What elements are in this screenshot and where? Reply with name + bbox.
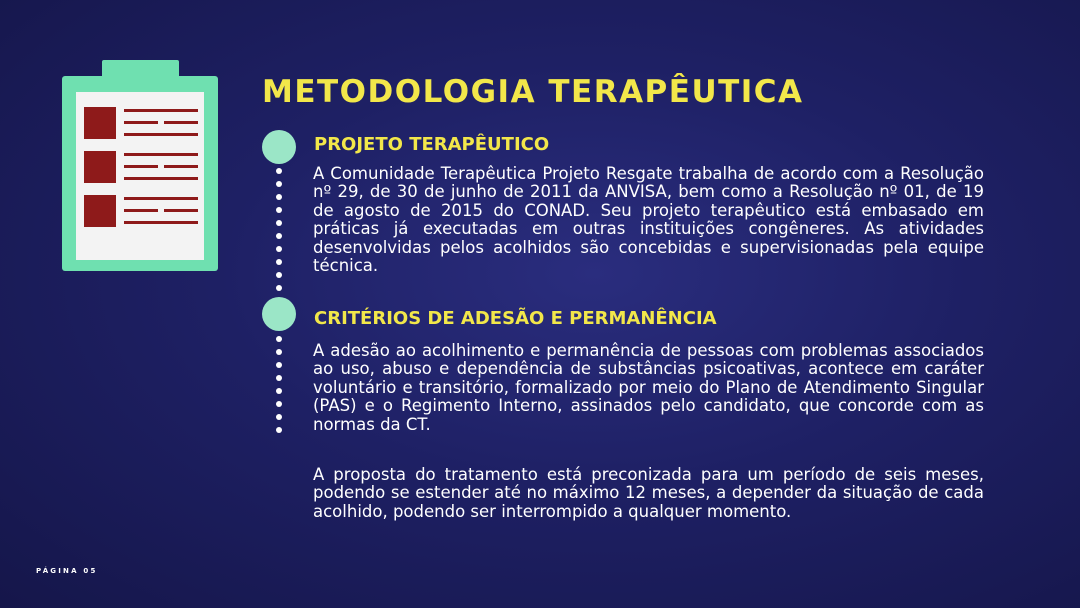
timeline-dot (276, 427, 282, 433)
timeline-dots (262, 130, 296, 445)
checklist-line (124, 177, 198, 180)
checklist-item (84, 151, 198, 185)
checkbox-icon (84, 107, 116, 139)
checklist-line (124, 121, 158, 124)
timeline-dot (276, 207, 282, 213)
checklist-item (84, 195, 198, 229)
timeline-dot (276, 285, 282, 291)
checklist-line (124, 109, 198, 112)
checklist-line (124, 197, 198, 200)
timeline-dot (276, 375, 282, 381)
checklist-item (84, 107, 198, 141)
timeline-dot (276, 414, 282, 420)
page-number: PÁGINA 05 (36, 567, 98, 575)
timeline-dot (276, 272, 282, 278)
page-title: METODOLOGIA TERAPÊUTICA (262, 74, 804, 110)
section-heading-criterios: CRITÉRIOS DE ADESÃO E PERMANÊNCIA (314, 308, 717, 329)
timeline-dot (276, 336, 282, 342)
checklist-line (124, 209, 158, 212)
timeline-dot (276, 220, 282, 226)
timeline-dot (276, 168, 282, 174)
section-text-proposta: A proposta do tratamento está preconizada para um período de seis meses, podendo se estender até no máximo 12 meses, a depender da situação de cada acolhido, podendo ser interrompido a qualquer momento. (313, 465, 984, 521)
checklist-line (124, 221, 198, 224)
timeline-dot (276, 246, 282, 252)
checkbox-icon (84, 151, 116, 183)
checklist-line (124, 133, 198, 136)
checklist-line (124, 165, 158, 168)
timeline-dot (276, 194, 282, 200)
checklist-line (164, 121, 198, 124)
clipboard-paper (76, 92, 204, 260)
timeline-marker (262, 130, 296, 164)
timeline-dot (276, 233, 282, 239)
clipboard-icon (62, 60, 218, 271)
timeline-dot (276, 388, 282, 394)
checklist-line (124, 153, 198, 156)
checklist-line (164, 209, 198, 212)
checklist-line (164, 165, 198, 168)
timeline-dot (276, 362, 282, 368)
section-text-projeto: A Comunidade Terapêutica Projeto Resgate trabalha de acordo com a Resolução nº 29, de 30 de junho de 2011 da ANVISA, bem como a Resolução nº 01, de 19 de agosto de 2015 do CONAD. Seu projeto terapêutico está embasado em práticas já executadas em outras instituições congêneres. As atividades desenvolvidas pelos acolhidos são concebidas e supervisionadas pela equipe técnica. (313, 164, 984, 276)
timeline-dot (276, 401, 282, 407)
section-heading-projeto: PROJETO TERAPÊUTICO (314, 134, 550, 155)
timeline-marker (262, 297, 296, 331)
clipboard-clip (102, 60, 179, 92)
timeline-dot (276, 259, 282, 265)
timeline-dot (276, 349, 282, 355)
section-text-criterios: A adesão ao acolhimento e permanência de pessoas com problemas associados ao uso, abuso e dependência de substâncias psicoativas, acontece em caráter voluntário e transitório, formalizado por meio do Plano de Atendimento Singular (PAS) e o Regimento Interno, assinados pelo candidato, que concorde com as normas da CT. (313, 341, 984, 434)
timeline-dot (276, 181, 282, 187)
checkbox-icon (84, 195, 116, 227)
